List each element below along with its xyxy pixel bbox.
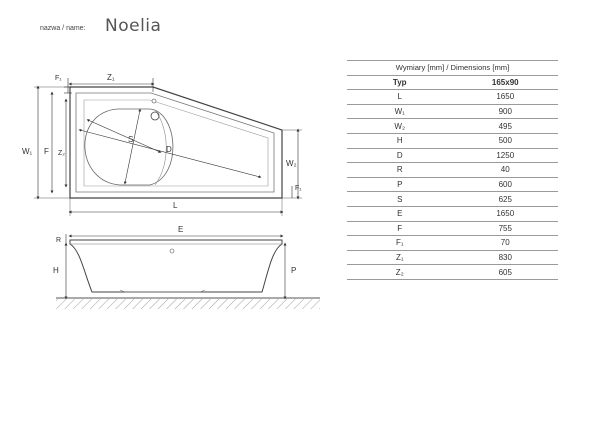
dim-e-label: E [178, 225, 184, 234]
product-name: Noelia [105, 16, 162, 36]
dim-h-label: H [53, 266, 59, 275]
typ-value: 165x90 [453, 75, 559, 90]
row-label: E [347, 206, 453, 221]
row-value: 605 [453, 265, 559, 280]
tub-backrest-curve [85, 109, 173, 185]
name-label: nazwa / name: [40, 25, 86, 32]
row-label: D [347, 148, 453, 163]
table-header-row [347, 61, 558, 76]
table-row-typ [347, 75, 558, 90]
dim-z1-label: Z₁ [107, 73, 115, 82]
row-label: W₁ [347, 104, 453, 119]
technical-drawing [0, 0, 340, 330]
side-drain-icon [170, 249, 174, 253]
table-row [347, 104, 558, 119]
dim-z2-label: Z₂ [58, 150, 65, 157]
dimensions-table [347, 60, 558, 280]
table-row [347, 192, 558, 207]
row-value: 40 [453, 163, 559, 178]
dim-s-label: S [128, 135, 134, 144]
typ-label: Typ [347, 75, 453, 90]
table-row [347, 250, 558, 265]
row-value: 1650 [453, 90, 559, 105]
table-row [347, 163, 558, 178]
row-label: R [347, 163, 453, 178]
dim-w2-label: W₂ [286, 159, 297, 168]
row-label: P [347, 177, 453, 192]
dim-p-label: P [291, 266, 297, 275]
row-label: Z₂ [347, 265, 453, 280]
table-row [347, 119, 558, 134]
table-row [347, 90, 558, 105]
table-row [347, 265, 558, 280]
row-value: 70 [453, 236, 559, 251]
drain-icon [151, 112, 159, 120]
dim-d-label: D [166, 145, 172, 154]
table-row [347, 236, 558, 251]
row-label: S [347, 192, 453, 207]
table-row [347, 206, 558, 221]
row-label: W₂ [347, 119, 453, 134]
tub-basin-outline [84, 100, 268, 186]
dim-f1-right-label: F₁ [295, 185, 302, 192]
row-value: 755 [453, 221, 559, 236]
row-value: 625 [453, 192, 559, 207]
dim-l-label: L [173, 201, 178, 210]
tub-side-outline [70, 240, 282, 292]
row-value: 500 [453, 133, 559, 148]
overflow-icon [152, 99, 156, 103]
dim-f1-top-label: F₁ [55, 75, 62, 82]
row-value: 1250 [453, 148, 559, 163]
row-label: F₁ [347, 236, 453, 251]
row-value: 900 [453, 104, 559, 119]
row-label: H [347, 133, 453, 148]
dim-w1-label: W₁ [22, 147, 33, 156]
dim-s-line [88, 120, 160, 152]
row-value: 600 [453, 177, 559, 192]
row-value: 495 [453, 119, 559, 134]
table-row [347, 177, 558, 192]
row-label: Z₁ [347, 250, 453, 265]
row-label: L [347, 90, 453, 105]
side-view [53, 225, 320, 309]
table-row [347, 148, 558, 163]
dim-r-label: R [56, 237, 62, 244]
top-view [22, 73, 302, 216]
dim-f-label: F [44, 147, 49, 156]
floor-hatch [56, 299, 320, 309]
tub-outer-outline [70, 87, 282, 198]
row-value: 830 [453, 250, 559, 265]
table-row [347, 221, 558, 236]
row-value: 1650 [453, 206, 559, 221]
tub-basin-arc [155, 110, 166, 185]
dim-s2-line [125, 110, 140, 183]
row-label: F [347, 221, 453, 236]
table-header: Wymiary [mm] / Dimensions [mm] [347, 61, 558, 76]
table-row [347, 133, 558, 148]
